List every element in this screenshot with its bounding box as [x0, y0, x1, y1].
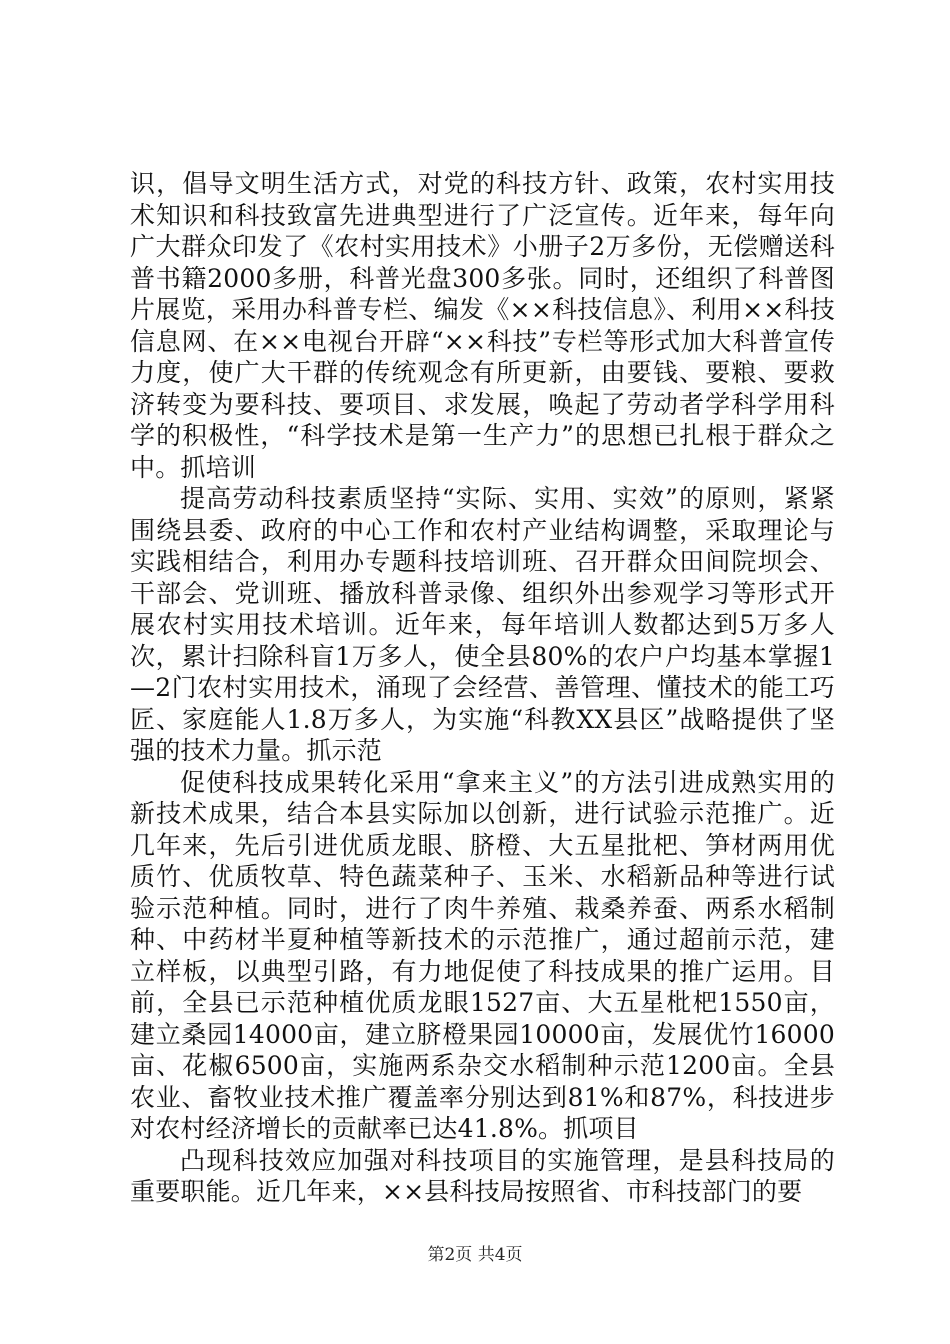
- paragraph-4: 凸现科技效应加强对科技项目的实施管理，是县科技局的重要职能。近几年来，××县科技局按照省、市科技部门的要: [130, 1145, 835, 1206]
- paragraph-2: 提高劳动科技素质坚持“实际、实用、实效”的原则，紧紧围绕县委、政府的中心工作和农村产业结构调整，采取理论与实践相结合，利用办专题科技培训班、召开群众田间院坝会、干部会、党训班、播放科普录像、组织外出参观学习等形式开展农村实用技术培训。近年来，每年培训人数都达到5万多人次，累计扫除科盲1万多人，使全县80%的农户户均基本掌握1—2门农村实用技术，涌现了会经营、善管理、懂技术的能工巧匠、家庭能人1.8万多人，为实施“科教XX县区”战略提供了坚强的技术力量。抓示范: [130, 484, 835, 765]
- document-body: [130, 168, 835, 1208]
- page-number-footer: 第2页 共4页: [427, 1245, 523, 1265]
- paragraph-1: 识，倡导文明生活方式，对党的科技方针、政策，农村实用技术知识和科技致富先进典型进行了广泛宣传。近年来，每年向广大群众印发了《农村实用技术》小册子2万多份，无偿赠送科普书籍2000多册，科普光盘300多张。同时，还组织了科普图片展览，采用办科普专栏、编发《××科技信息》、利用××科技信息网、在××电视台开辟“××科技”专栏等形式加大科普宣传力度，使广大干群的传统观念有所更新，由要钱、要粮、要救济转变为要科技、要项目、求发展，唤起了劳动者学科学用科学的积极性，“科学技术是第一生产力”的思想已扎根于群众之中。抓培训: [130, 169, 835, 482]
- paragraph-3: 促使科技成果转化采用“拿来主义”的方法引进成熟实用的新技术成果，结合本县实际加以创新，进行试验示范推广。近几年来，先后引进优质龙眼、脐橙、大五星批杷、笋材两用优质竹、优质牧草、特色蔬菜种子、玉米、水稻新品种等进行试验示范种植。同时，进行了肉牛养殖、栽桑养蚕、两系水稻制种、中药材半夏种植等新技术的示范推广，通过超前示范，建立样板，以典型引路，有力地促使了科技成果的推广运用。目前，全县已示范种植优质龙眼1527亩、大五星枇杷1550亩，建立桑园14000亩，建立脐橙果园10000亩，发展优竹16000亩、花椒6500亩，实施两系杂交水稻制种示范1200亩。全县农业、畜牧业技术推广覆盖率分别达到81%和87%，科技进步对农村经济增长的贡献率已达41.8%。抓项目: [130, 767, 835, 1143]
